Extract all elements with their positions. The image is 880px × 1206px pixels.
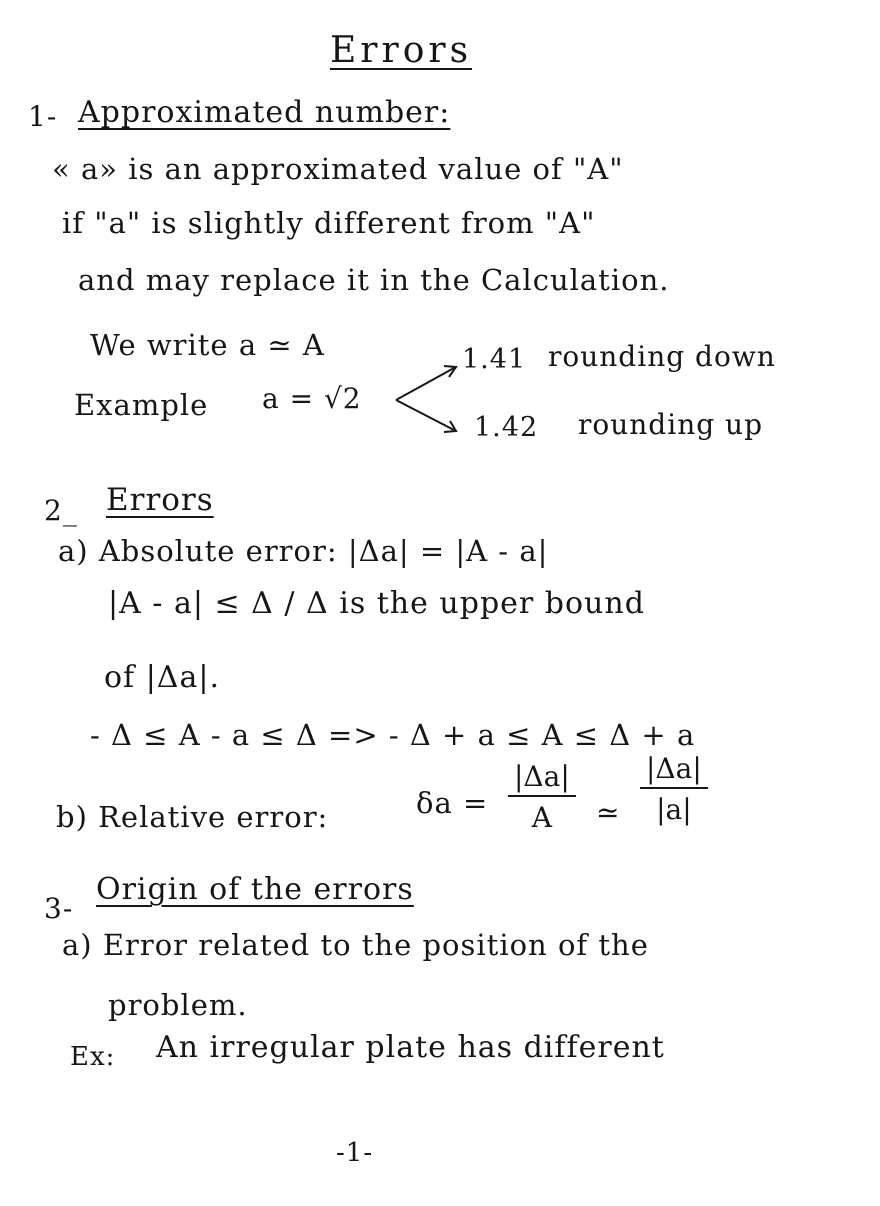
position-error-line: a) Error related to the position of the — [62, 928, 649, 962]
branch-arrows-icon — [392, 360, 472, 440]
upper-bound-line: |A - a| ≤ Δ / Δ is the upper bound — [108, 586, 645, 621]
example-expression: a = √2 — [262, 382, 362, 415]
section-3-heading: Origin of the errors — [96, 872, 414, 907]
relative-error-label: b) Relative error: — [56, 800, 329, 834]
absolute-error-line: a) Absolute error: |Δa| = |A - a| — [58, 534, 549, 568]
section-3-number: 3- — [44, 892, 74, 925]
section-2-heading: Errors — [106, 482, 214, 518]
section-2-number: 2_ — [44, 494, 78, 527]
inequality-line: - Δ ≤ A - a ≤ Δ => - Δ + a ≤ A ≤ Δ + a — [90, 718, 696, 752]
notation-line: We write a ≃ A — [90, 328, 325, 362]
example-3-label: Ex: — [70, 1042, 116, 1072]
example-3-text: An irregular plate has different — [156, 1030, 665, 1065]
approx-symbol: ≃ — [596, 796, 621, 829]
round-down-label: rounding down — [548, 340, 776, 373]
definition-line-3: and may replace it in the Calculation. — [78, 263, 670, 297]
fraction-1-numerator: |Δa| — [508, 760, 576, 797]
page-title: Errors — [330, 30, 473, 71]
relative-error-lhs: δa = — [416, 786, 489, 820]
round-up-value: 1.42 — [474, 412, 539, 443]
section-1-number: 1- — [28, 100, 58, 133]
fraction-2-numerator: |Δa| — [640, 752, 708, 789]
relative-error-fraction-2 — [640, 752, 708, 826]
relative-error-fraction-1 — [508, 760, 576, 834]
example-label: Example — [74, 388, 209, 422]
position-error-line-2: problem. — [108, 988, 248, 1022]
fraction-1-denominator: A — [531, 801, 552, 834]
upper-bound-line-2: of |Δa|. — [104, 660, 221, 695]
section-1-heading: Approximated number: — [78, 95, 451, 130]
round-down-value: 1.41 — [462, 344, 527, 375]
page-number: -1- — [336, 1138, 374, 1168]
round-up-label: rounding up — [578, 408, 764, 441]
definition-line-1: « a» is an approximated value of "A" — [52, 152, 624, 186]
fraction-2-denominator: |a| — [656, 793, 692, 826]
definition-line-2: if "a" is slightly different from "A" — [62, 206, 596, 240]
